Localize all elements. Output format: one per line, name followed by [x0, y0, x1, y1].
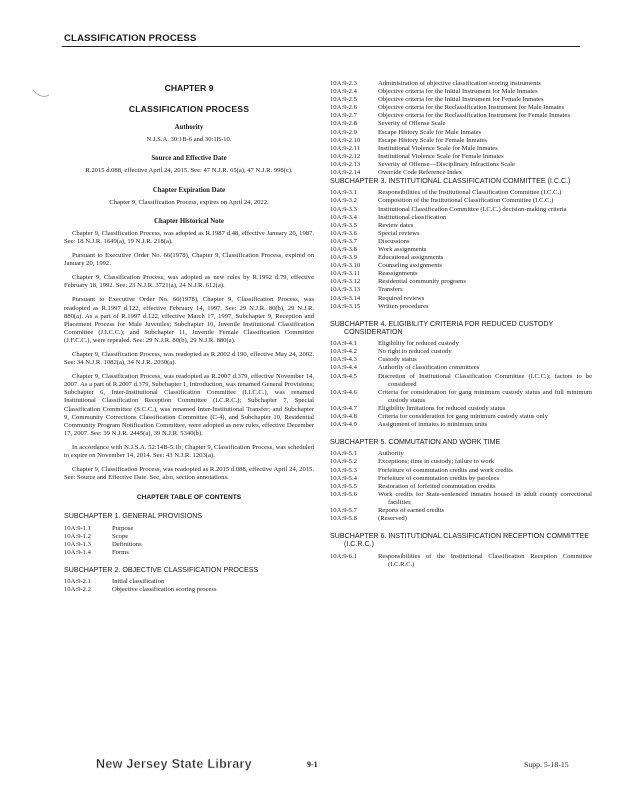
section-title: Escape History Scale for Female Inmates [378, 136, 487, 144]
section-title: Administration of objective classification scoring instruments [378, 80, 541, 87]
toc-entry [330, 356, 592, 364]
source-text: R.2015 d.088, effective April 24, 2015. See: 47 N.J.R. 65(a), 47 N.J.R. 998(c). [85, 167, 293, 175]
section-title: Criteria for consideration for gang minimum custody status only [378, 412, 548, 420]
subchapter-heading: SUBCHAPTER 4. ELIGIBILITY CRITERIA FOR REDUCED CUSTODY CONSIDERATION [330, 319, 554, 336]
section-title: Severity of Offense Scale [378, 120, 446, 128]
right-toc [330, 177, 592, 569]
history-paragraph: Pursuant to Executive Order No. 66(1978), Chapter 9, Classification Process, was readopted as R.1997 d.122, effective February 14, 1997. See: 29 N.J.R. 80(b), 29 N.J.R. 880(a). As a part of R.1997 d.122, effective March 17, 1997, Subchapter 9, Reception and Placement Process for Male Juveniles; Subchapter 10, Juvenile Institutional Classification Committee (J.I.C.C.); and Subchapter 11, Juvenile Female Classification Committee (J.F.C.C.), were repealed. See: 29 N.J.R. 80(b), 29 N.J.R. 880(a). [64, 296, 314, 344]
section-title: Responsibilities of the Institutional Classification Reception Committee (I.C.R.C.) [378, 552, 592, 568]
section-title: Reports of earned credits [378, 507, 445, 515]
toc-entry [330, 340, 592, 348]
toc-title: CHAPTER TABLE OF CONTENTS [136, 494, 242, 502]
section-number: 10A:9-3.13 [330, 286, 361, 294]
toc-entry [330, 262, 592, 270]
section-number: 10A:9-2.8 [330, 120, 357, 128]
section-title: No right to reduced custody [378, 348, 452, 356]
section-number: 10A:9-5.2 [330, 458, 357, 466]
section-title: Transfers [378, 286, 403, 294]
subchapter-heading: SUBCHAPTER 2. OBJECTIVE CLASSIFICATION PROCESS [64, 565, 259, 574]
section-title: Written procedures [378, 302, 429, 310]
toc-entry [330, 214, 592, 222]
section-number: 10A:9-3.2 [330, 197, 357, 205]
section-title: Scope [112, 532, 129, 540]
section-number: 10A:9-5.4 [330, 474, 357, 482]
section-number: 10A:9-3.11 [330, 270, 360, 278]
toc-entry [330, 303, 592, 311]
page-number: 9-1 [307, 760, 318, 769]
section-number: 10A:9-2.9 [330, 128, 357, 136]
section-number: 10A:9-3.3 [330, 205, 357, 213]
section-title: Eligibility limitations for reduced custody status [378, 404, 506, 412]
section-title: Discussions [378, 237, 410, 245]
section-title: Initial classification [112, 578, 165, 586]
section-number: 10A:9-2.5 [330, 96, 357, 104]
section-title: Institutional classification [378, 213, 447, 221]
chapter-number: CHAPTER 9 [164, 83, 214, 93]
toc-entry [330, 230, 592, 238]
section-number: 10A:9-2.6 [330, 104, 357, 112]
section-number: 10A:9-5.1 [330, 450, 357, 458]
toc-entry [330, 129, 592, 137]
section-title: Counseling assignments [378, 262, 442, 270]
section-number: 10A:9-3.5 [330, 221, 357, 229]
section-number: 10A:9-4.1 [330, 340, 357, 348]
history-paragraph: In accordance with N.J.S.A. 52:14B-5.1b, Chapter 9, Classification Process, was scheduled to expire on November 14, 2014. See: 43 N.J.R. 1203(a). [64, 443, 314, 459]
section-title: Work assignments [378, 245, 427, 253]
toc-entry [330, 405, 592, 413]
section-number: 10A:9-2.14 [330, 169, 361, 177]
toc-entry [330, 153, 592, 161]
section-title: Objective criteria for the Reclassification Instrument for Female Inmates [378, 112, 570, 120]
history-paragraph: Chapter 9, Classification Process, was adopted as R.1987 d.48, effective January 20, 1987. See: 18 N.J.R. 1649(a), 19 N.J.R. 218(a). [64, 229, 314, 245]
history-paragraph: Chapter 9, Classification Process, was readopted as R.2002 d.190, effective May 24, 2002. See: 34 N.J.R. 1082(a), 34 N.J.R. 2030(a). [64, 350, 314, 367]
section-number: 10A:9-2.12 [330, 152, 361, 160]
toc-entry [330, 246, 592, 254]
section-number: 10A:9-1.2 [64, 532, 91, 540]
section-title: Residential community programs [378, 278, 466, 286]
section-number: 10A:9-5.3 [330, 466, 357, 474]
section-title: Authority [378, 450, 404, 458]
section-number: 10A:9-1.1 [64, 524, 91, 532]
section-title: Institutional Classification Committee (I.C.C.) decision-making criteria [378, 205, 567, 213]
subchapter-heading: SUBCHAPTER 5. COMMUTATION AND WORK TIME [330, 438, 501, 447]
section-number: 10A:9-5.6 [330, 490, 357, 498]
section-title: Authority of classification committees [378, 364, 480, 372]
section-number: 10A:9-3.8 [330, 245, 357, 253]
toc-entry [330, 458, 592, 466]
expiration-heading: Chapter Expiration Date [152, 186, 226, 194]
toc-entry [330, 475, 592, 483]
section-title: Educational assignments [378, 254, 444, 262]
section-title: Objective criteria for the Initial Instrument for Female Inmates [378, 96, 544, 104]
toc-entry [330, 112, 592, 120]
toc-entry [330, 189, 592, 197]
section-title: Composition of the Institutional Classification Committee (I.C.C.) [378, 197, 554, 205]
section-number: 10A:9-2.7 [330, 112, 357, 120]
toc-entry [330, 104, 592, 112]
toc-entry [64, 578, 314, 586]
section-number: 10A:9-4.5 [330, 372, 357, 380]
section-number: 10A:9-3.4 [330, 213, 357, 221]
section-title: Objective criteria for the Initial Instrument for Male Inmates [378, 88, 538, 96]
section-number: 10A:9-4.3 [330, 356, 357, 364]
section-title: Eligibility for reduced custody [378, 340, 459, 348]
toc-entry [330, 348, 592, 356]
section-title: Escape History Scale for Male Inmates [378, 128, 482, 136]
toc-entry [330, 96, 592, 104]
subchapter-heading: SUBCHAPTER 6. INSTITUTIONAL CLASSIFICATION RECEPTION COMMITTEE (I.C.R.C.) [330, 532, 589, 549]
toc-entry [330, 120, 592, 128]
toc-entry [330, 137, 592, 145]
source-heading: Source and Effective Date [151, 155, 227, 163]
toc-entry [64, 525, 314, 533]
section-number: 10A:9-6.1 [330, 552, 357, 560]
section-number: 10A:9-2.13 [330, 160, 361, 168]
running-head: CLASSIFICATION PROCESS [64, 33, 197, 44]
section-title: Definitions [112, 540, 142, 548]
toc-entry [64, 541, 314, 549]
section-number: 10A:9-3.14 [330, 294, 361, 302]
toc-entry [330, 238, 592, 246]
section-number: 10A:9-3.1 [330, 189, 357, 197]
history-paragraph: Chapter 9, Classification Process, was readopted as R.2007 d.379, effective November 14, 2007. As a part of R.2007 d.379, Subchapter 1, Introduction, was renamed General Provisions; Subchapter 6, Inter-Institutional Classification Committee (I.I.C.C.), was renamed Institutional Classification Reception Committee (I.C.R.C.); Subchapter 7, Special Classification Committee (S.C.C.), was renamed Inter-Institutional Transfer; and Subchapter 9, Community Corrections Classification Committee (C-4), and Subchapter 10, Residential Community Program Notification Committee, were adopted as new rules, effective December 17, 2007. See: 39 N.J.R. 2445(a), 39 N.J.R. 5340(b). [64, 373, 314, 437]
toc-entry [330, 553, 592, 569]
section-title: Discretion of Institutional Classification Committee (I.C.C.); factors to be considered [378, 372, 592, 388]
history-paragraphs [64, 230, 314, 482]
section-number: 10A:9-4.8 [330, 412, 357, 420]
section-number: 10A:9-3.15 [330, 302, 361, 310]
section-title: Work credits for State-sentenced inmates housed in adult county correctional facilities [378, 490, 592, 506]
section-number: 10A:9-2.2 [64, 586, 91, 594]
toc-entry [330, 421, 592, 429]
section-title: Purpose [112, 524, 134, 532]
toc-entry [330, 467, 592, 475]
toc-entry [64, 533, 314, 541]
toc-entry [330, 197, 592, 205]
subchapter-heading: SUBCHAPTER 3. INSTITUTIONAL CLASSIFICATION COMMITTEE (I.C.C.) [330, 177, 571, 186]
section-title: Exceptions; time in custody; failure to work [378, 458, 495, 466]
section-title: Institutional Violence Scale for Male Inmates [378, 144, 498, 152]
toc-entry [330, 515, 592, 523]
section-title: Objective criteria for the Reclassification Instrument for Male Inmates [378, 104, 565, 112]
toc-entry [330, 286, 592, 294]
toc-entry [330, 295, 592, 303]
section-number: 10A:9-4.2 [330, 348, 357, 356]
section-number: 10A:9-5.7 [330, 507, 357, 515]
section-number: 10A:9-3.7 [330, 237, 357, 245]
toc-entry [330, 254, 592, 262]
toc-entry [330, 278, 592, 286]
section-number: 10A:9-2.1 [64, 578, 91, 586]
section-number: 10A:9-1.4 [64, 548, 91, 556]
toc-entry [330, 491, 592, 507]
section-title: Forfeiture of commutation credits and work credits [378, 466, 513, 474]
section-number: 10A:9-1.3 [64, 540, 91, 548]
section-number: 10A:9-4.9 [330, 421, 357, 429]
history-heading: Chapter Historical Note [154, 217, 224, 225]
section-title: Reassignments [378, 270, 418, 278]
toc-entry [330, 483, 592, 491]
history-paragraph: Chapter 9, Classification Process, was readopted as R.2015 d.088, effective April 24, 2015. See: Source and Effective Date. See, also, section annotations. [64, 466, 314, 482]
toc-entry [330, 389, 592, 405]
toc-entry [330, 169, 592, 177]
section-number: 10A:9-3.9 [330, 254, 357, 262]
authority-heading: Authority [174, 124, 204, 132]
section-title: Assignment of inmates to minimum units [378, 421, 488, 429]
left-column [64, 80, 314, 594]
section-number: 10A:9-2.4 [330, 88, 357, 96]
section-number: 10A:9-5.8 [330, 515, 357, 523]
section-title: Review dates [378, 221, 414, 229]
section-number: 10A:9-3.6 [330, 229, 357, 237]
left-toc [64, 512, 314, 594]
toc-entry [330, 88, 592, 96]
toc-entry [330, 206, 592, 214]
section-number: 10A:9-4.6 [330, 388, 357, 396]
toc-entry [330, 450, 592, 458]
toc-entry [330, 222, 592, 230]
toc-entry [330, 413, 592, 421]
section-title: Forfeiture of commutation credits by parolees [378, 474, 500, 482]
section-title: Responsibilities of the Institutional Classification Committee (I.C.C.) [378, 189, 562, 197]
library-watermark: New Jersey State Library [96, 757, 252, 771]
subchapter-heading: SUBCHAPTER 1. GENERAL PROVISIONS [64, 512, 203, 521]
section-number: 10A:9-3.12 [330, 278, 361, 286]
chapter-name: CLASSIFICATION PROCESS [128, 104, 250, 115]
section-number: 10A:9-2.3 [330, 80, 357, 87]
history-paragraph: Pursuant to Executive Order No. 66(1978), Chapter 9, Classification Process, expired on January 20, 1992. [64, 252, 314, 268]
margin-scan-mark [30, 86, 52, 108]
toc-entry [330, 373, 592, 389]
section-title: Criteria for consideration for gang minimum custody status and full minimum custody status [378, 388, 592, 404]
section-title: Special reviews [378, 229, 420, 237]
section-title: Institutional Violence Scale for Female Inmates [378, 152, 504, 160]
section-number: 10A:9-4.7 [330, 404, 357, 412]
expiration-text: Chapter 9, Classification Process, expires on April 24, 2022. [109, 198, 269, 206]
history-paragraph: Chapter 9, Classification Process, was adopted as new rules by R.1992 d.79, effective February 18, 1992. See: 23 N.J.R. 3721(a), 24 N.J.R. 612(a). [64, 274, 314, 290]
section-number: 10A:9-5.5 [330, 482, 357, 490]
section-number: 10A:9-2.11 [330, 144, 360, 152]
toc-entry [330, 507, 592, 515]
section-title: Required reviews [378, 294, 425, 302]
section-title: Custody status [378, 356, 417, 364]
toc-entry [330, 145, 592, 153]
section-title: Objective classification scoring process [112, 586, 217, 594]
toc-entry [64, 549, 314, 557]
toc-continuation [330, 80, 592, 177]
supplement-date: Supp. 5-18-15 [524, 760, 569, 769]
section-title: (Reserved) [378, 515, 407, 523]
authority-text: N.J.S.A. 30:1B-6 and 30:1B-10. [146, 136, 232, 144]
section-number: 10A:9-2.10 [330, 136, 361, 144]
section-number: 10A:9-3.10 [330, 262, 361, 270]
section-title: Override Code Reference Index [378, 169, 463, 177]
toc-entry [330, 364, 592, 372]
section-title: Severity of Offense—Disciplinary Infractions Scale [378, 160, 515, 168]
header-rule [62, 46, 580, 47]
section-number: 10A:9-4.4 [330, 364, 357, 372]
toc-entry [330, 80, 592, 88]
toc-entry [330, 270, 592, 278]
right-column [330, 80, 592, 569]
section-title: Restoration of forfeited commutation credits [378, 482, 496, 490]
section-title: Forms [112, 548, 129, 556]
toc-entry [330, 161, 592, 169]
toc-entry [64, 586, 314, 594]
